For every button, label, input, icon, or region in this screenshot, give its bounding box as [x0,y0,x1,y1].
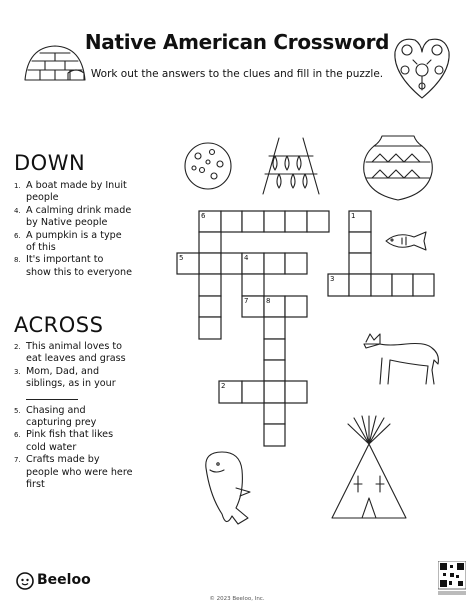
page-subtitle: Work out the answers to the clues and fill in the puzzle. [90,68,384,80]
clue-number: 3. [14,367,21,376]
clue-text: A pumpkin is a type [26,229,122,241]
clue-text: first [26,479,45,491]
clue-text: Pink fish that likes [26,429,114,441]
clue-number: 2. [14,343,21,351]
clue-number: 1. [14,182,21,190]
clue-text: A boat made by Inuit [26,180,127,191]
clue-text: Mom, Dad, and [26,365,100,377]
down-heading: DOWN [14,151,86,175]
across-2-cells[interactable] [219,381,307,403]
grid-number-7: 7 [244,297,249,305]
clue-text: A calming drink made [26,204,132,216]
down-6-cells[interactable] [199,232,221,339]
clue-text: siblings, as in your [26,378,116,390]
grid-number-1: 1 [351,212,356,220]
clue-text: Crafts made by [26,454,100,466]
copyright-text: © 2023 Beeloo, Inc. [209,596,265,602]
clue-number: 6. [14,431,21,440]
grid-number-3: 3 [330,275,335,283]
across-6-cells[interactable] [199,211,329,232]
grid-number-4: 4 [244,254,249,262]
clue-number: 7. [14,456,21,465]
clue-text: show this to everyone [26,266,133,278]
clue-text: eat leaves and grass [26,353,126,365]
down-1-cells[interactable] [349,211,371,274]
clue-number: 6. [14,231,21,240]
clue-text: people who were here [26,466,133,478]
down-4-cells[interactable] [242,274,264,296]
clue-text: This animal loves to [26,341,123,352]
grid-number-2: 2 [221,382,226,390]
clue-number: 8. [14,256,21,265]
grid-number-5: 5 [179,254,184,262]
beeloo-logo-icon [16,572,34,590]
clue-number: 4. [14,206,21,215]
page-title: Native American Crossword [84,30,390,54]
clue-text: Chasing and [26,404,86,416]
across-heading: ACROSS [14,313,104,337]
clue-text: by Native people [26,217,108,229]
across-5-cells[interactable] [177,253,307,274]
across-3-cells[interactable] [328,274,434,296]
qr-code-icon [438,561,466,597]
across-7-cells[interactable] [242,296,307,317]
clue-text: It's important to [26,254,104,266]
clue-text: of this [26,242,56,254]
clue-text: cold water [26,441,77,453]
down-8-cells[interactable] [264,317,285,446]
clue-text: capturing prey [26,417,97,429]
clue-number: 5. [14,406,21,415]
grid-number-6: 6 [201,212,206,220]
grid-number-8: 8 [266,297,271,305]
clue-text: people [26,192,59,204]
brand-name: Beeloo [37,572,91,588]
